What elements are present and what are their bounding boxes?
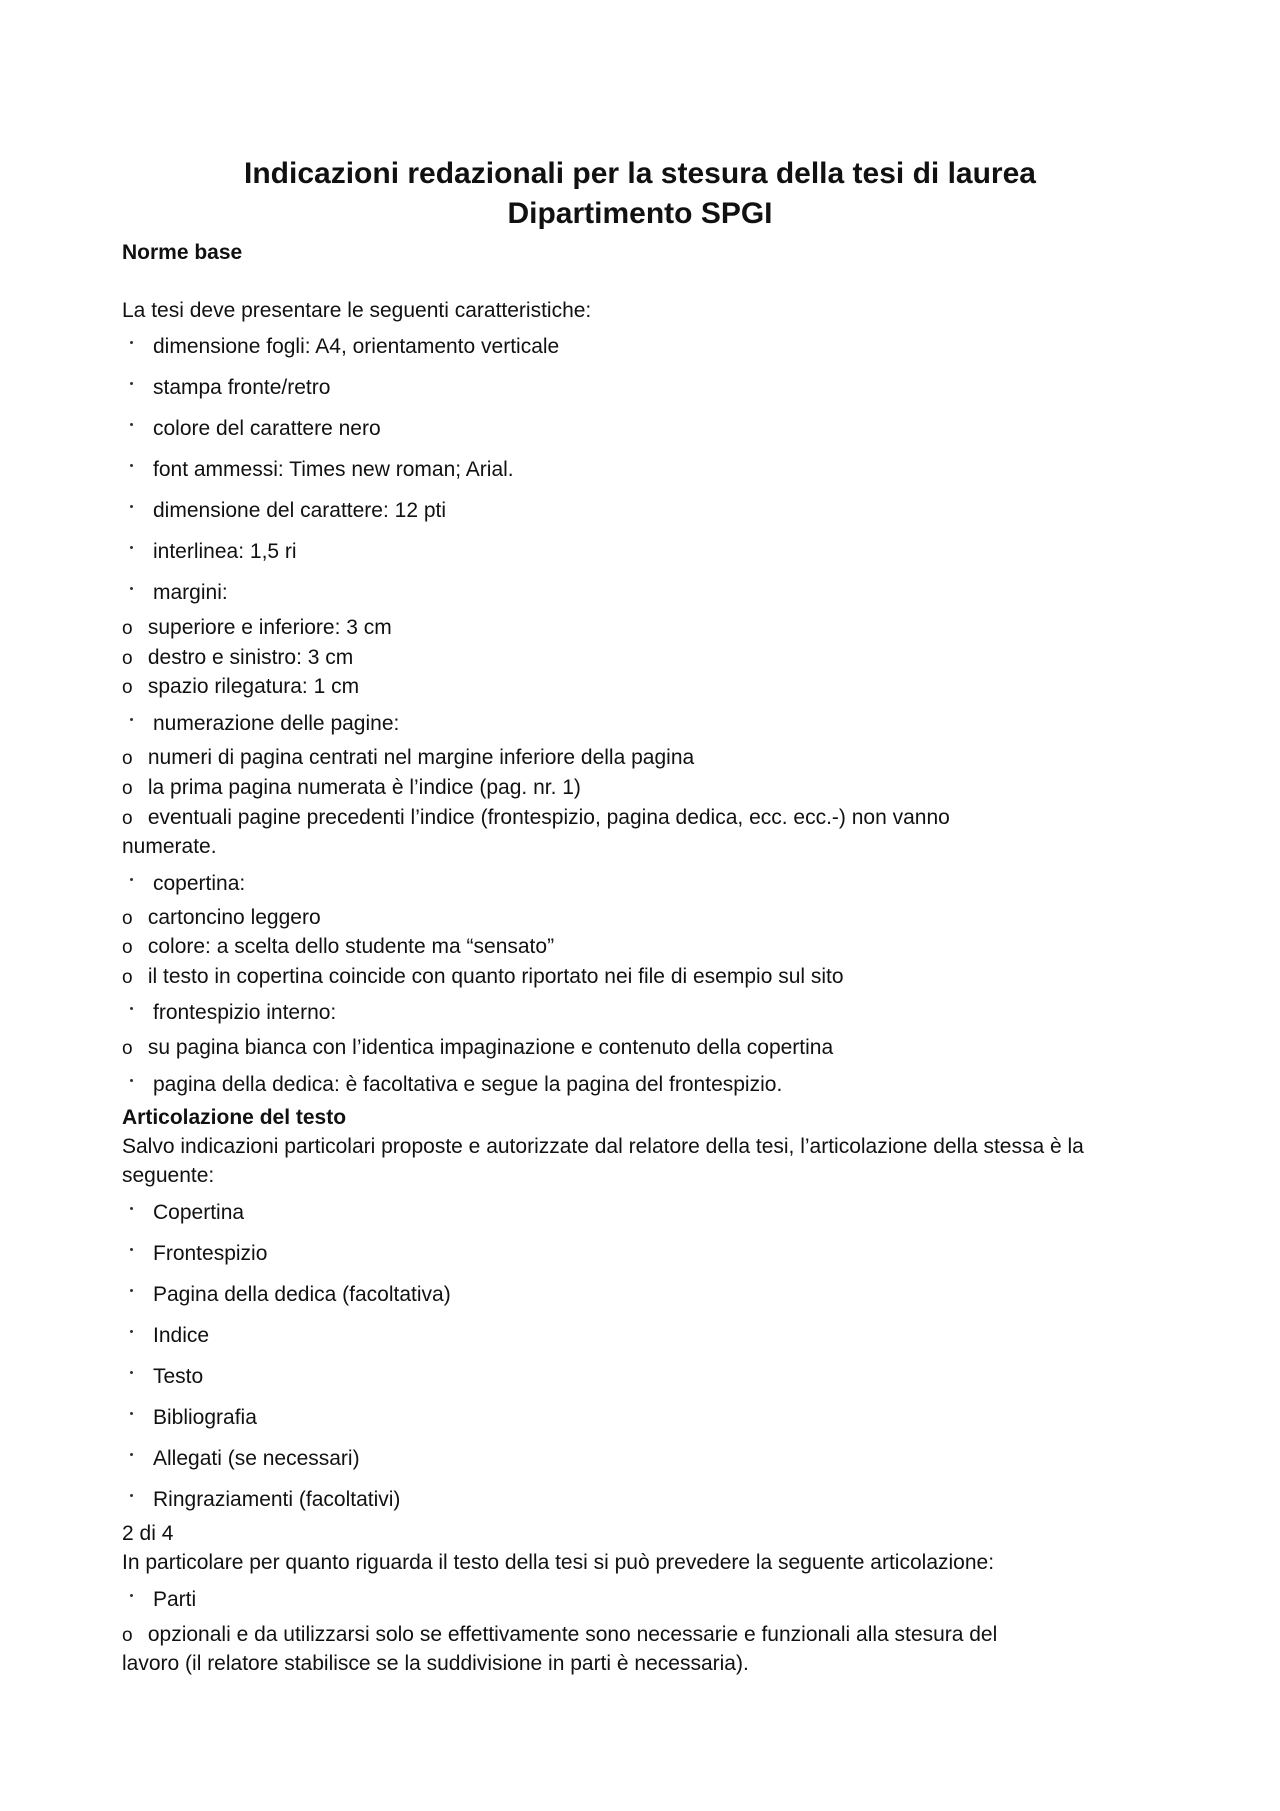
- list-item: Copertina: [130, 1200, 244, 1226]
- document-title-line-2: Dipartimento SPGI: [507, 197, 773, 230]
- list-item: pagina della dedica: è facoltativa e segue la pagina del frontespizio.: [130, 1072, 782, 1098]
- circle-bullet-icon: o: [122, 778, 133, 799]
- heading-norme-base: Norme base: [122, 241, 243, 264]
- sub-list-item: o eventuali pagine precedenti l’indice (frontespizio, pagina dedica, ecc. ecc.-) non vanno: [122, 805, 950, 832]
- sub-list-item-continuation: numerate.: [122, 835, 217, 858]
- circle-bullet-icon: o: [122, 618, 133, 639]
- sub-list-item: o la prima pagina numerata è l’indice (pag. nr. 1): [122, 775, 581, 802]
- sub-list-item: o su pagina bianca con l’identica impaginazione e contenuto della copertina: [122, 1035, 833, 1062]
- bullet-icon: [130, 1330, 133, 1333]
- circle-bullet-icon: o: [122, 908, 133, 929]
- bullet-icon: [130, 718, 133, 721]
- bullet-icon: [130, 382, 133, 385]
- articolazione-intro-line-2: seguente:: [122, 1164, 215, 1187]
- list-item: Frontespizio: [130, 1241, 267, 1267]
- bullet-icon: [130, 1594, 133, 1597]
- sub-list-item: o spazio rilegatura: 1 cm: [122, 674, 359, 701]
- circle-bullet-icon: o: [122, 1625, 133, 1646]
- sub-list-item-continuation: lavoro (il relatore stabilisce se la suddivisione in parti è necessaria).: [122, 1652, 749, 1675]
- list-item: font ammessi: Times new roman; Arial.: [130, 457, 514, 483]
- list-item: numerazione delle pagine:: [130, 711, 399, 737]
- bullet-icon: [130, 1248, 133, 1251]
- circle-bullet-icon: o: [122, 937, 133, 958]
- sub-list-item: o cartoncino leggero: [122, 905, 321, 932]
- sub-list-item: o superiore e inferiore: 3 cm: [122, 615, 392, 642]
- bullet-icon: [130, 1494, 133, 1497]
- list-item: stampa fronte/retro: [130, 375, 330, 401]
- list-item: dimensione fogli: A4, orientamento verticale: [130, 334, 559, 360]
- heading-articolazione: Articolazione del testo: [122, 1106, 347, 1129]
- circle-bullet-icon: o: [122, 1038, 133, 1059]
- circle-bullet-icon: o: [122, 967, 133, 988]
- sub-list-item: o numeri di pagina centrati nel margine inferiore della pagina: [122, 745, 694, 772]
- list-item: Bibliografia: [130, 1405, 257, 1431]
- intro-text: La tesi deve presentare le seguenti caratteristiche:: [122, 299, 592, 322]
- list-item: copertina:: [130, 871, 245, 897]
- circle-bullet-icon: o: [122, 648, 133, 669]
- list-item: Allegati (se necessari): [130, 1446, 360, 1472]
- circle-bullet-icon: o: [122, 748, 133, 769]
- bullet-icon: [130, 1207, 133, 1210]
- list-item: colore del carattere nero: [130, 416, 381, 442]
- bullet-icon: [130, 1079, 133, 1082]
- list-item: Ringraziamenti (facoltativi): [130, 1487, 400, 1513]
- list-item: frontespizio interno:: [130, 1000, 336, 1026]
- bullet-icon: [130, 1007, 133, 1010]
- bullet-icon: [130, 878, 133, 881]
- list-item: margini:: [130, 580, 228, 606]
- circle-bullet-icon: o: [122, 808, 133, 829]
- bullet-icon: [130, 587, 133, 590]
- articolazione-intro-line-1: Salvo indicazioni particolari proposte e autorizzate dal relatore della tesi, l’articolazione della stessa è la: [122, 1135, 1084, 1158]
- list-item: Pagina della dedica (facoltativa): [130, 1282, 451, 1308]
- sub-list-item: o colore: a scelta dello studente ma “sensato”: [122, 934, 554, 961]
- bullet-icon: [130, 505, 133, 508]
- bullet-icon: [130, 1371, 133, 1374]
- bullet-icon: [130, 1453, 133, 1456]
- testo-intro: In particolare per quanto riguarda il testo della tesi si può prevedere la seguente articolazione:: [122, 1551, 995, 1574]
- list-item: Testo: [130, 1364, 203, 1390]
- page-marker: 2 di 4: [122, 1522, 174, 1545]
- bullet-icon: [130, 341, 133, 344]
- sub-list-item: o il testo in copertina coincide con quanto riportato nei file di esempio sul sito: [122, 964, 844, 991]
- list-item: Parti: [130, 1587, 196, 1613]
- circle-bullet-icon: o: [122, 677, 133, 698]
- bullet-icon: [130, 1412, 133, 1415]
- sub-list-item: o opzionali e da utilizzarsi solo se effettivamente sono necessarie e funzionali alla stesura del: [122, 1622, 997, 1649]
- sub-list-item: o destro e sinistro: 3 cm: [122, 645, 353, 672]
- list-item: Indice: [130, 1323, 209, 1349]
- bullet-icon: [130, 464, 133, 467]
- bullet-icon: [130, 423, 133, 426]
- list-item: dimensione del carattere: 12 pti: [130, 498, 446, 524]
- bullet-icon: [130, 1289, 133, 1292]
- document-title-line-1: Indicazioni redazionali per la stesura della tesi di laurea: [244, 157, 1036, 190]
- list-item: interlinea: 1,5 ri: [130, 539, 297, 565]
- bullet-icon: [130, 546, 133, 549]
